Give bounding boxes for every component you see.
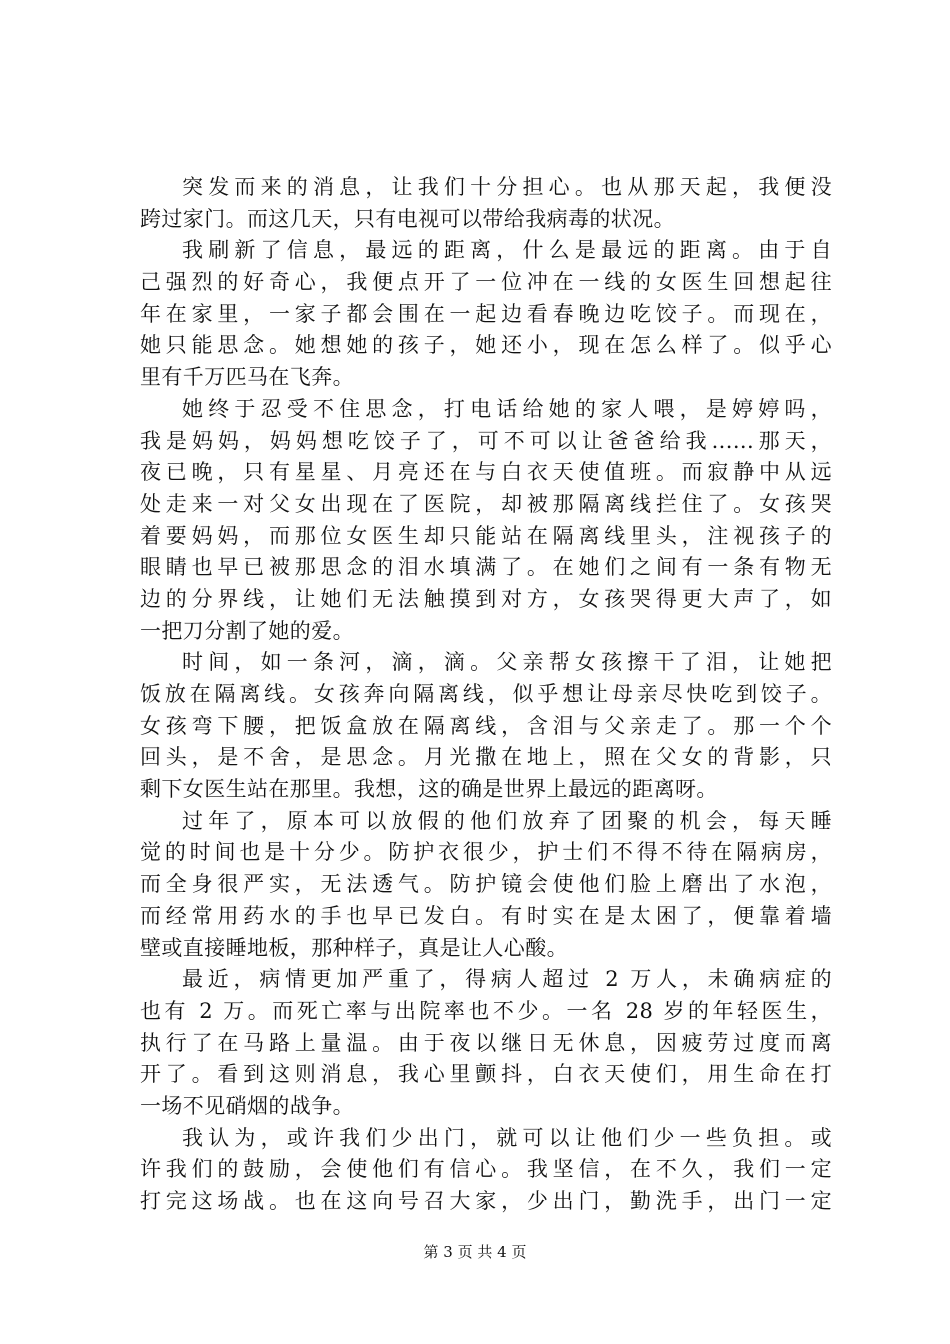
text-line: 也有 2 万。而死亡率与出院率也不少。一名 28 岁的年轻医生， xyxy=(140,998,832,1023)
text-line: 边的分界线，让她们无法触摸到对方，女孩哭得更大声了，如 xyxy=(140,586,832,611)
text-line: 她只能思念。她想她的孩子，她还小，现在怎么样了。似乎心 xyxy=(140,333,832,358)
text-line: 里有千万匹马在飞奔。 xyxy=(140,365,354,390)
text-line: 处走来一对父女出现在了医院，却被那隔离线拦住了。女孩哭 xyxy=(140,491,832,516)
text-line: 觉的时间也是十分少。防护衣很少，护士们不得不待在隔病房， xyxy=(140,840,832,865)
text-line: 而全身很严实，无法透气。防护镜会使他们脸上磨出了水泡， xyxy=(140,872,832,897)
text-line: 她终于忍受不住思念，打电话给她的家人喂，是婷婷吗， xyxy=(182,396,832,421)
text-line: 开了。看到这则消息，我心里颤抖，白衣天使们，用生命在打 xyxy=(140,1062,832,1087)
text-line: 我认为，或许我们少出门，就可以让他们少一些负担。或 xyxy=(182,1125,832,1150)
text-line: 我是妈妈，妈妈想吃饺子了，可不可以让爸爸给我......那天， xyxy=(140,428,832,453)
text-line: 而经常用药水的手也早已发白。有时实在是太困了，便靠着墙 xyxy=(140,903,832,928)
text-line: 许我们的鼓励，会使他们有信心。我坚信，在不久，我们一定 xyxy=(140,1157,832,1182)
text-line: 执行了在马路上量温。由于夜以继日无休息，因疲劳过度而离 xyxy=(140,1030,832,1055)
text-line: 突发而来的消息，让我们十分担心。也从那天起，我便没 xyxy=(182,175,832,199)
body-text xyxy=(140,172,832,1218)
text-line: 一把刀分割了她的爱。 xyxy=(140,618,354,643)
text-line: 着要妈妈，而那位女医生却只能站在隔离线里头，注视孩子的 xyxy=(140,523,832,548)
text-line: 最近，病情更加严重了，得病人超过 2 万人，未确病症的 xyxy=(182,967,832,992)
text-line: 时间，如一条河，滴，滴。父亲帮女孩擦干了泪，让她把 xyxy=(182,650,832,675)
text-line: 过年了，原本可以放假的他们放弃了团聚的机会，每天睡 xyxy=(182,808,832,833)
page-footer: 第 3 页 共 4 页 xyxy=(423,1243,527,1261)
text-line: 壁或直接睡地板，那种样子，真是让人心酸。 xyxy=(140,935,568,960)
text-line: 剩下女医生站在那里。我想，这的确是世界上最远的距离呀。 xyxy=(140,777,718,802)
text-line: 一场不见硝烟的战争。 xyxy=(140,1093,354,1118)
text-line: 跨过家门。而这几天，只有电视可以带给我病毒的状况。 xyxy=(140,206,675,231)
text-line: 回头，是不舍，是思念。月光撒在地上，照在父女的背影，只 xyxy=(140,745,832,770)
text-line: 打完这场战。也在这向号召大家，少出门，勤洗手，出门一定 xyxy=(140,1189,832,1213)
text-line: 眼睛也早已被那思念的泪水填满了。在她们之间有一条有物无 xyxy=(140,555,832,580)
text-line: 年在家里，一家子都会围在一起边看春晚边吃饺子。而现在， xyxy=(140,301,832,326)
text-line: 夜已晚，只有星星、月亮还在与白衣天使值班。而寂静中从远 xyxy=(140,460,832,485)
text-line: 饭放在隔离线。女孩奔向隔离线，似乎想让母亲尽快吃到饺子。 xyxy=(140,682,832,706)
text-line: 己强烈的好奇心，我便点开了一位冲在一线的女医生回想起往 xyxy=(140,270,832,295)
text-line: 我刷新了信息，最远的距离，什么是最远的距离。由于自 xyxy=(182,238,832,263)
text-line: 女孩弯下腰，把饭盒放在隔离线，含泪与父亲走了。那一个个 xyxy=(140,713,832,738)
